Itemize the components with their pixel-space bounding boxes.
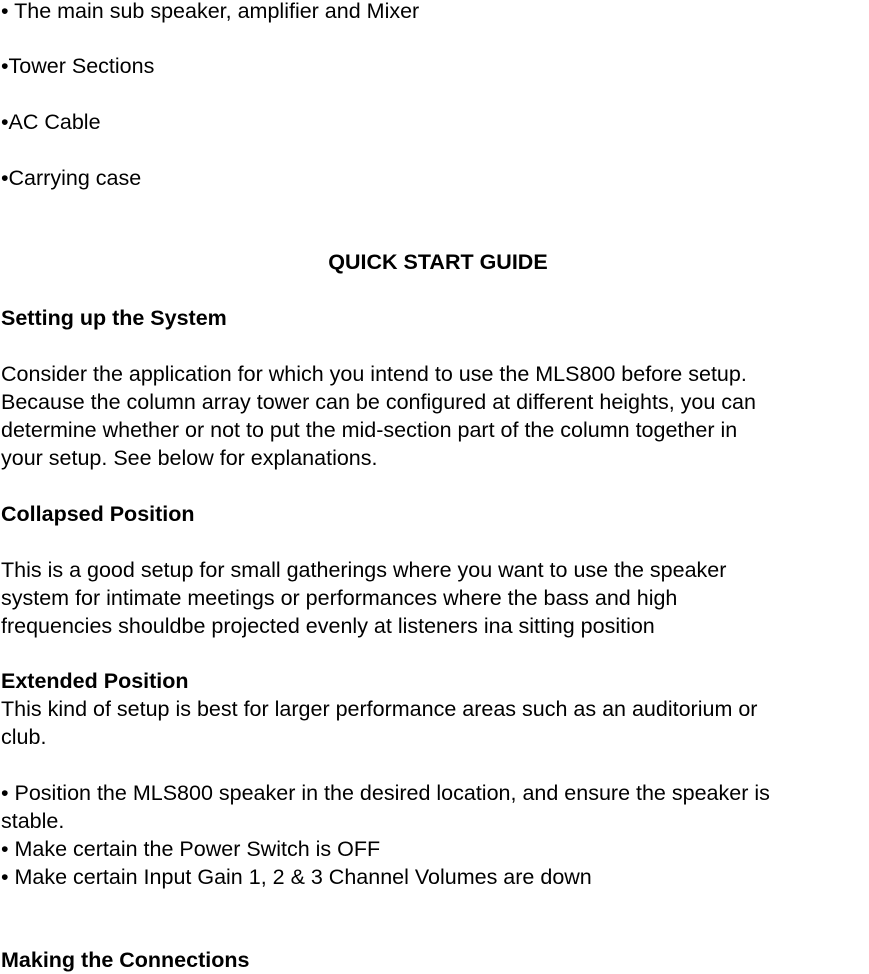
list-item-carrying-case: •Carrying case bbox=[1, 166, 142, 190]
setup-line: Consider the application for which you intend to use the MLS800 before setup. bbox=[1, 362, 747, 386]
list-item-sub-speaker: • The main sub speaker, amplifier and Mixer bbox=[1, 0, 420, 23]
step-line: • Make certain Input Gain 1, 2 & 3 Channel Volumes are down bbox=[1, 865, 592, 889]
list-item-tower-sections: •Tower Sections bbox=[1, 54, 155, 78]
setup-line: determine whether or not to put the mid-section part of the column together in bbox=[1, 418, 738, 442]
setup-line: Because the column array tower can be configured at different heights, you can bbox=[1, 390, 756, 414]
connections-heading: Making the Connections bbox=[1, 948, 250, 972]
collapsed-line: system for intimate meetings or performances where the bass and high bbox=[1, 586, 678, 610]
extended-line: This kind of setup is best for larger performance areas such as an auditorium or bbox=[1, 697, 758, 721]
step-line: • Make certain the Power Switch is OFF bbox=[1, 837, 381, 861]
collapsed-paragraph bbox=[1, 556, 867, 640]
setup-heading: Setting up the System bbox=[1, 306, 227, 330]
step-line: • Position the MLS800 speaker in the desired location, and ensure the speaker is bbox=[1, 781, 770, 805]
collapsed-line: This is a good setup for small gatherings where you want to use the speaker bbox=[1, 558, 727, 582]
setup-steps bbox=[1, 779, 867, 891]
guide-title: QUICK START GUIDE bbox=[328, 250, 548, 274]
list-item-ac-cable: •AC Cable bbox=[1, 110, 101, 134]
extended-line: club. bbox=[1, 725, 47, 749]
extended-heading: Extended Position bbox=[1, 669, 189, 693]
collapsed-heading: Collapsed Position bbox=[1, 502, 195, 526]
step-line: stable. bbox=[1, 809, 65, 833]
collapsed-line: frequencies shouldbe projected evenly at listeners ina sitting position bbox=[1, 614, 655, 638]
extended-paragraph bbox=[1, 695, 867, 751]
setup-paragraph bbox=[1, 360, 867, 472]
setup-line: your setup. See below for explanations. bbox=[1, 446, 378, 470]
